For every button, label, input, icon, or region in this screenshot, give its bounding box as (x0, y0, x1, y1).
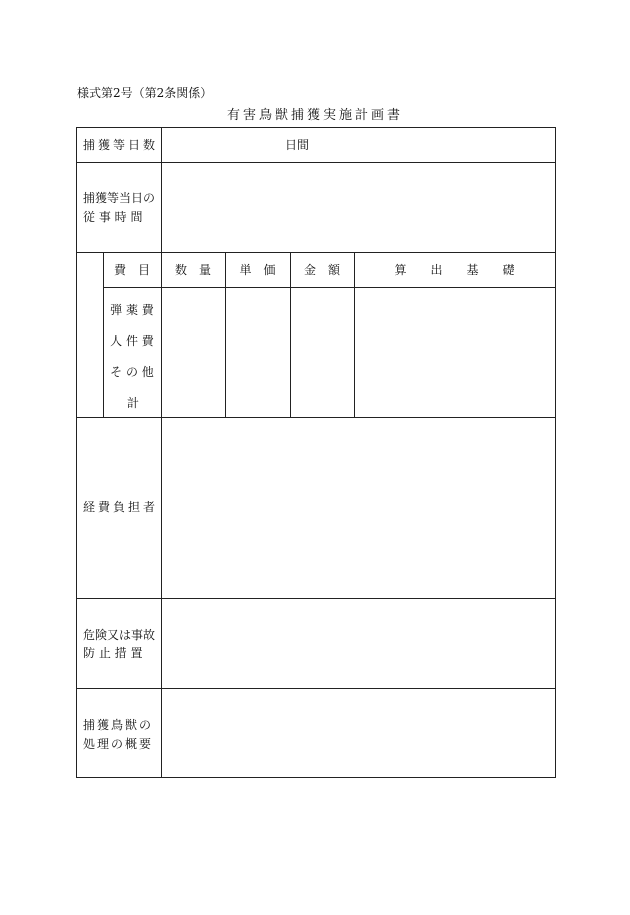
cost-item-ammunition: 弾 薬 費 (110, 303, 154, 317)
form-number: 様式第2号（第2条関係） (77, 86, 213, 100)
safety-label-line1: 危険又は事故 (83, 628, 156, 642)
header-amount: 金 額 (303, 263, 340, 277)
header-item: 費 目 (113, 263, 150, 277)
disposal-label-line2: 処理の概要 (83, 737, 154, 751)
header-basis: 算 出 基 礎 (394, 263, 515, 277)
document-title: 有害鳥獣捕獲実施計画書 (226, 108, 403, 123)
work-hours-label-line1: 捕獲等当日の (83, 191, 156, 205)
header-unit-price: 単 価 (239, 263, 276, 277)
disposal-label-line1: 捕獲鳥獣の (83, 718, 154, 732)
row-divider (77, 252, 555, 253)
label-column-divider (161, 417, 162, 778)
plan-form-table (76, 127, 556, 778)
cost-bearer-label: 経費負担者 (83, 500, 159, 514)
row-divider (77, 417, 555, 418)
capture-days-unit: 日間 (285, 138, 310, 152)
work-hours-label-line2: 従 事 時 間 (83, 210, 143, 224)
safety-label-line2: 防 止 措 置 (83, 646, 143, 660)
cost-item-other: そ の 他 (110, 365, 154, 379)
cost-item-total: 計 (127, 396, 140, 410)
row-divider (77, 688, 555, 689)
row-divider (77, 162, 555, 163)
cost-item-labor: 人 件 費 (110, 334, 154, 348)
header-quantity: 数 量 (174, 263, 211, 277)
cost-header-divider (103, 287, 555, 288)
label-column-divider (161, 128, 162, 252)
capture-days-label: 捕獲等日数 (83, 138, 159, 152)
row-divider (77, 598, 555, 599)
